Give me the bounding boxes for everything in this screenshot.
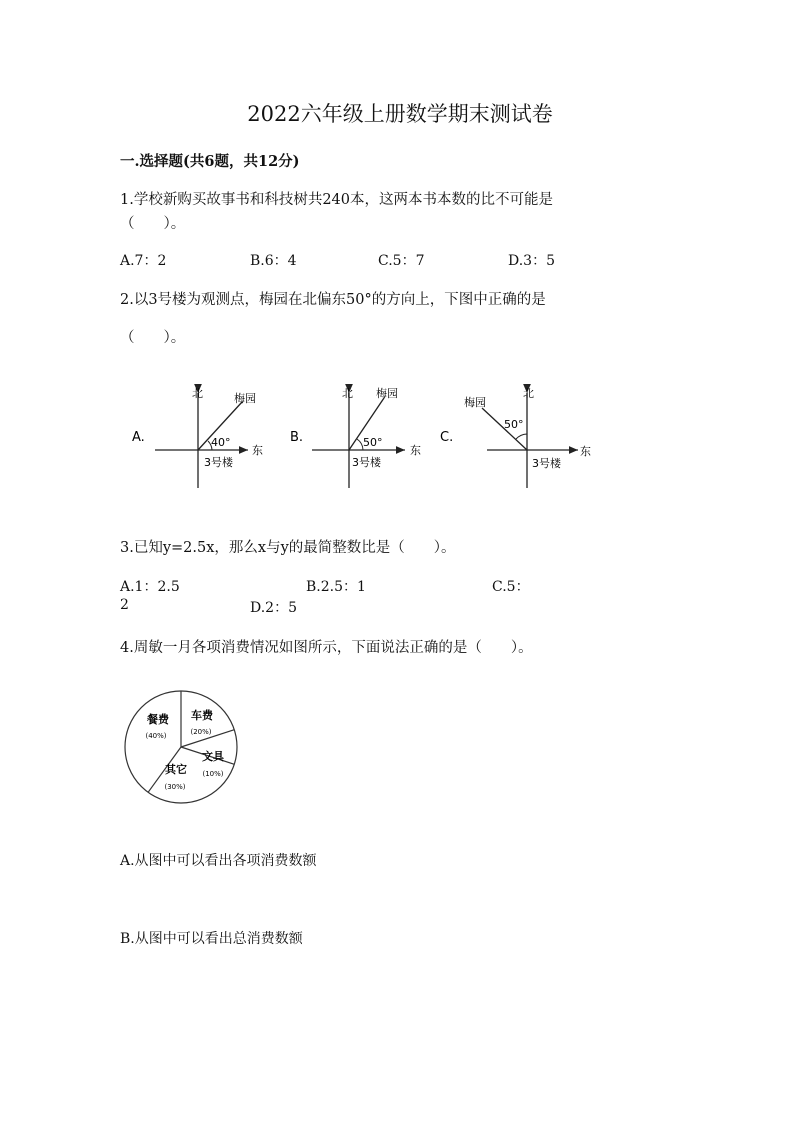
panel-a-building: 3号楼 [204,456,233,469]
question-3-option-c-cont: 2 [120,597,129,613]
question-3-option-d[interactable]: D.2：5 [250,600,297,616]
question-4-option-a[interactable]: A.从图中可以看出各项消费数额 [120,853,317,869]
panel-b-garden: 梅园 [376,387,398,400]
question-3-option-c[interactable]: C.5： [492,579,530,595]
question-2-stem: 2.以3号楼为观测点，梅园在北偏东50°的方向上，下图中正确的是 [120,292,546,308]
pie-pct-other: (30%) [164,783,186,791]
panel-b-east: 东 [410,444,421,457]
panel-c-north: 北 [523,387,534,400]
panel-a-angle: 40° [211,436,231,449]
question-1-option-b[interactable]: B.6：4 [250,253,297,269]
panel-b-angle: 50° [363,436,383,449]
question-2-blank: （ ）。 [120,330,186,346]
pie-label-meal: 餐费 [147,713,169,726]
direction-figure [120,375,600,495]
pie-pct-stationery: (10%) [202,770,224,778]
panel-c-east: 东 [580,445,591,458]
pie-label-other: 其它 [165,763,187,776]
panel-a-label: A. [132,430,145,445]
panel-c-angle: 50° [504,418,524,431]
panel-b-label: B. [290,430,304,445]
panel-a-east: 东 [252,444,263,457]
pie-label-stationery: 文具 [202,750,224,763]
panel-c-garden: 梅园 [464,396,486,409]
question-4-stem: 4.周敏一月各项消费情况如图所示，下面说法正确的是（ ）。 [120,640,533,656]
question-1-stem: 1.学校新购买故事书和科技树共240本，这两本书本数的比不可能是 [120,192,554,208]
question-1-option-a[interactable]: A.7：2 [120,253,167,269]
panel-c-label: C. [440,430,454,445]
panel-a-north: 北 [192,387,203,400]
pie-pct-fare: (20%) [190,728,212,736]
question-3-option-a[interactable]: A.1：2.5 [120,579,180,595]
direction-panel-c[interactable] [440,387,591,488]
direction-panel-a[interactable] [132,387,263,488]
direction-panel-b[interactable] [290,386,421,488]
expense-pie-chart [120,690,245,815]
question-4-option-b[interactable]: B.从图中可以看出总消费数额 [120,931,303,947]
page-title: 2022六年级上册数学期末测试卷 [247,102,553,126]
question-3-stem: 3.已知y=2.5x，那么x与y的最简整数比是（ ）。 [120,540,456,556]
panel-b-north: 北 [342,387,353,400]
question-1-blank: （ ）。 [120,216,186,232]
section-heading: 一.选择题(共6题，共12分) [120,153,300,170]
panel-a-garden: 梅园 [234,392,256,405]
pie-label-fare: 车费 [191,709,213,722]
pie-pct-meal: (40%) [145,732,167,740]
panel-c-building: 3号楼 [532,457,561,470]
panel-b-building: 3号楼 [352,456,381,469]
question-1-option-c[interactable]: C.5：7 [378,253,425,269]
question-3-option-b[interactable]: B.2.5：1 [306,579,366,595]
question-1-option-d[interactable]: D.3：5 [508,253,555,269]
